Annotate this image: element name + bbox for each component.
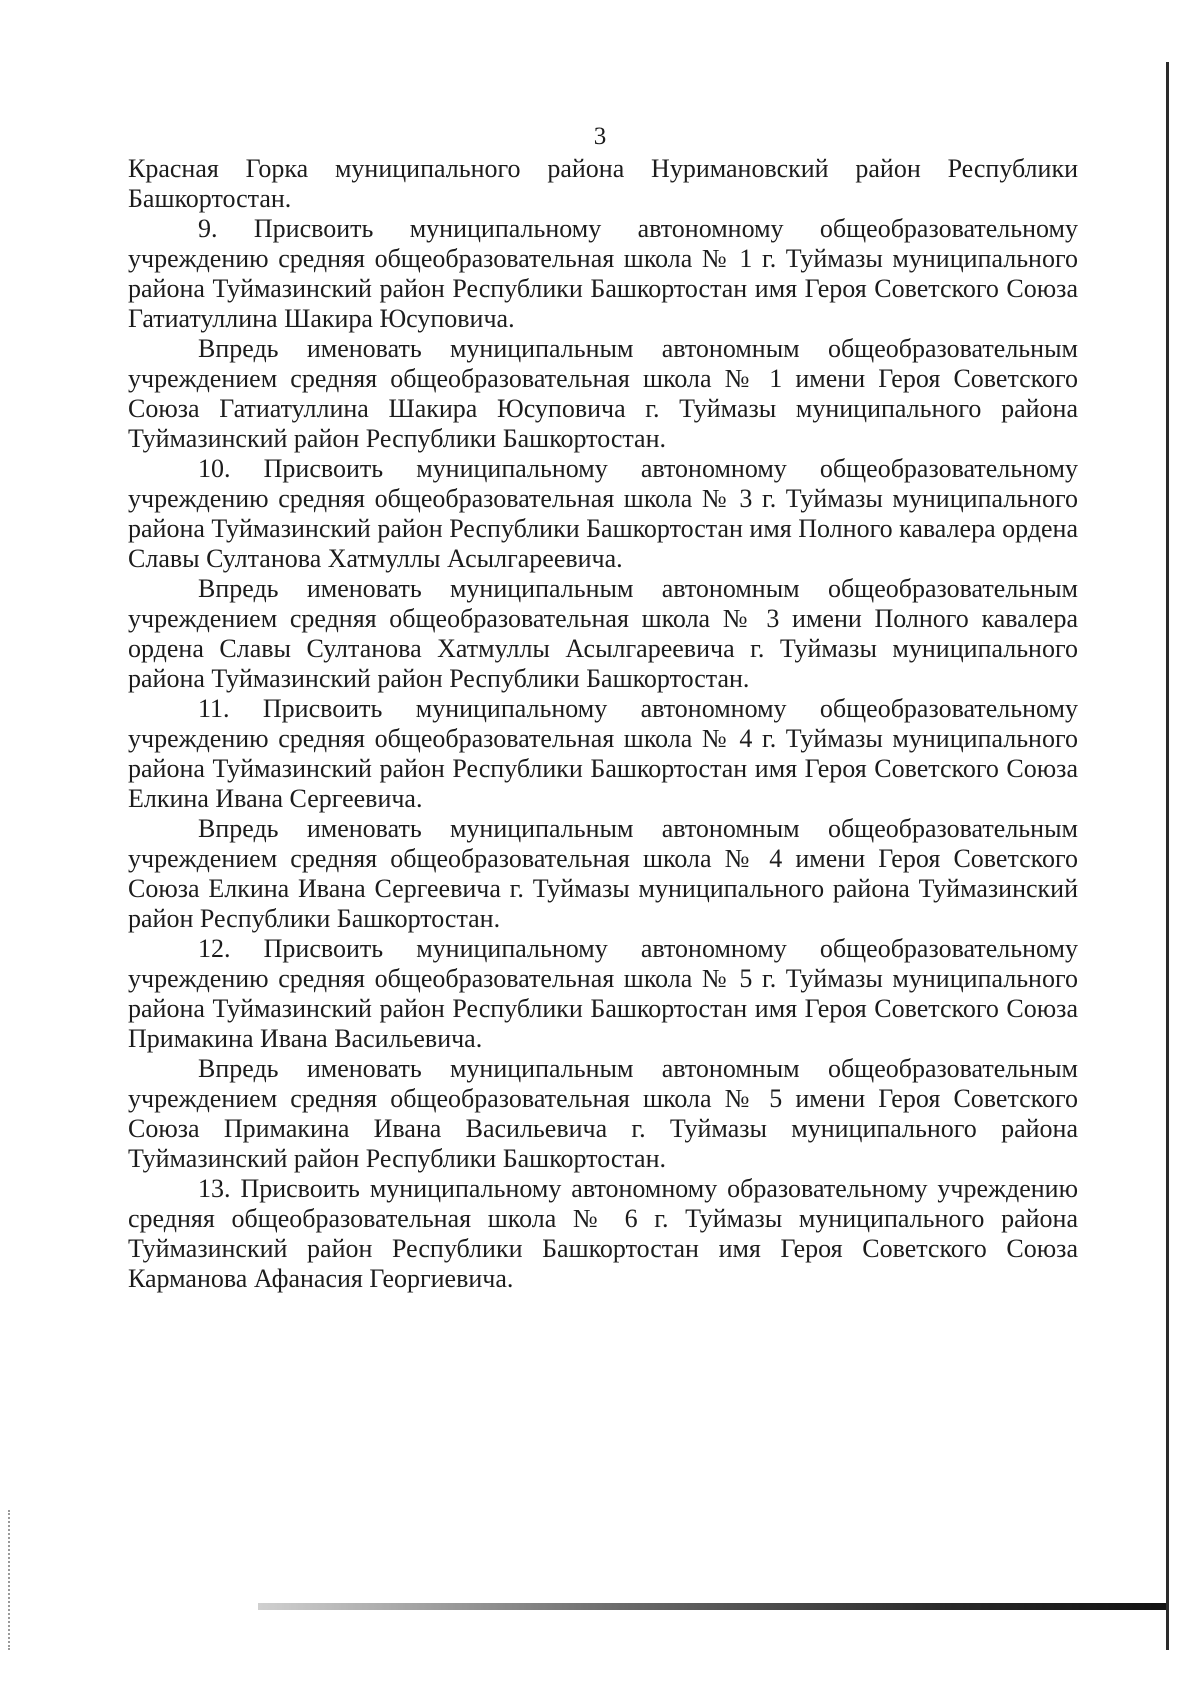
page-number: 3	[593, 123, 607, 150]
scan-speckles	[8, 1510, 12, 1650]
paragraph-item-10: 10. Присвоить муниципальному автономному общеобразовательному учреждению средняя общеобразовательная школа № 3 г. Туймазы муниципального района Туймазинский район Республики Башкортостан имя Полного кавалера ордена Славы Султанова Хатмуллы Асылгареевича.	[128, 454, 1079, 573]
paragraph-item-9: 9. Присвоить муниципальному автономному общеобразовательному учреждению средняя общеобразовательная школа № 1 г. Туймазы муниципального района Туймазинский район Республики Башкортостан имя Героя Советского Союза Гатиатуллина Шакира Юсуповича.	[128, 214, 1078, 333]
scan-edge-line	[1166, 62, 1169, 1650]
paragraph-item-11: 11. Присвоить муниципальному автономному общеобразовательному учреждению средняя общеобразовательная школа № 4 г. Туймазы муниципального района Туймазинский район Республики Башкортостан имя Героя Советского Союза Елкина Ивана Сергеевича.	[128, 694, 1078, 813]
paragraph-rename-12: Впредь именовать муниципальным автономным общеобразовательным учреждением средняя общеобразовательная школа № 5 имени Героя Советского Союза Примакина Ивана Васильевича г. Туймазы муниципального района Туймазинский район Республики Башкортостан.	[128, 1054, 1078, 1173]
paragraph-item-13: 13. Присвоить муниципальному автономному образовательному учреждению средняя общеобразовательная школа № 6 г. Туймазы муниципального района Туймазинский район Республики Башкортостан имя Героя Советского Союза Карманова Афанасия Георгиевича.	[128, 1174, 1078, 1293]
paragraph-rename-9: Впредь именовать муниципальным автономным общеобразовательным учреждением средняя общеобразовательная школа № 1 имени Героя Советского Союза Гатиатуллина Шакира Юсуповича г. Туймазы муниципального района Туймазинский район Республики Башкортостан.	[128, 334, 1078, 453]
paragraph-rename-11: Впредь именовать муниципальным автономным общеобразовательным учреждением средняя общеобразовательная школа № 4 имени Героя Советского Союза Елкина Ивана Сергеевича г. Туймазы муниципального района Туймазинский район Республики Башкортостан.	[128, 814, 1078, 933]
scan-bottom-bar	[258, 1603, 1166, 1610]
paragraph-item-12: 12. Присвоить муниципальному автономному общеобразовательному учреждению средняя общеобразовательная школа № 5 г. Туймазы муниципального района Туймазинский район Республики Башкортостан имя Героя Советского Союза Примакина Ивана Васильевича.	[128, 934, 1078, 1053]
paragraph-rename-10: Впредь именовать муниципальным автономным общеобразовательным учреждением средняя общеобразовательная школа № 3 имени Полного кавалера ордена Славы Султанова Хатмуллы Асылгареевича г. Туймазы муниципального района Туймазинский район Республики Башкортостан.	[128, 574, 1078, 693]
document-body	[128, 154, 1078, 1294]
paragraph-continuation: Красная Горка муниципального района Нуримановский район Республики Башкортостан.	[128, 154, 1078, 213]
